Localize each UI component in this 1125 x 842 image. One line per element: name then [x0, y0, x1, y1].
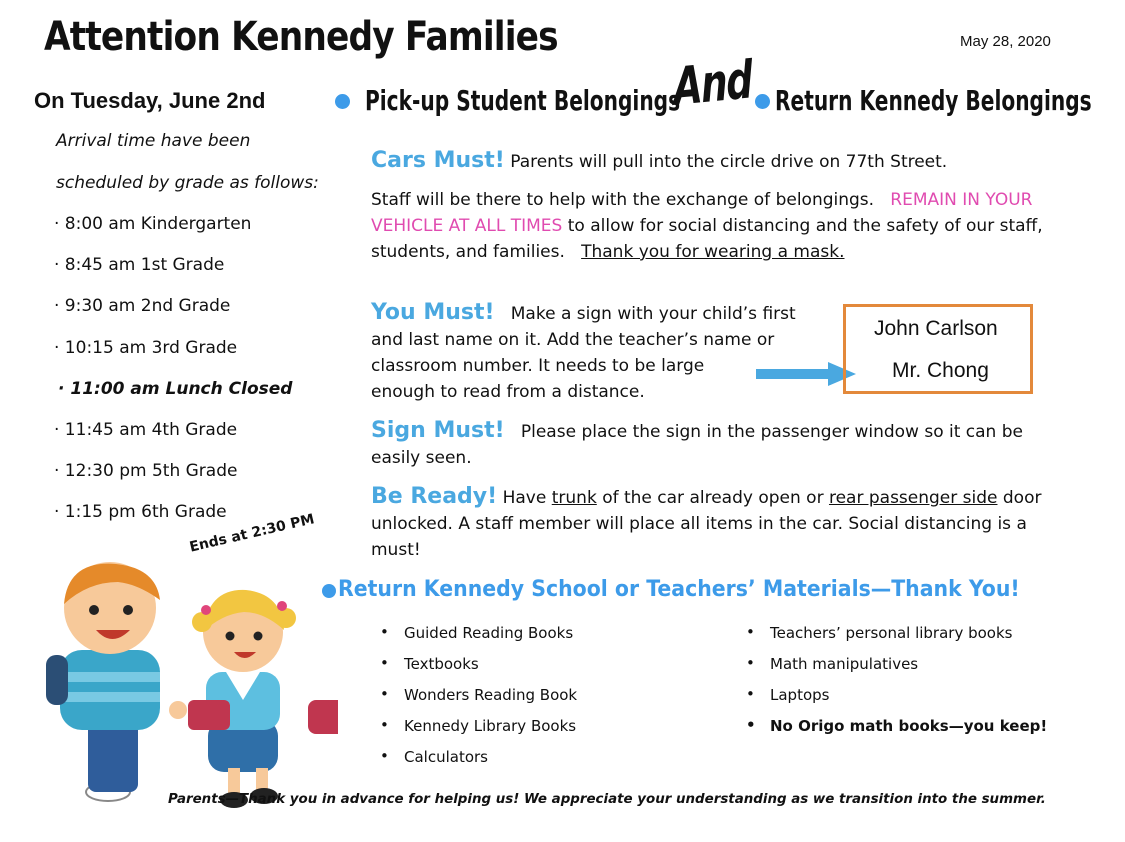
ready-text-2: of the car already open or	[602, 488, 824, 508]
staff-mask-note: Thank you for wearing a mask.	[581, 242, 845, 262]
arrow-right-icon	[756, 362, 856, 386]
sign-example-box	[843, 304, 1033, 394]
schedule-item: · 12:30 pm 5th Grade	[54, 461, 238, 481]
you-line-4: enough to read from a distance.	[371, 382, 645, 402]
you-line-3: classroom number. It needs to be large	[371, 356, 705, 376]
pickup-heading: Pick-up Student Belongings	[365, 84, 681, 117]
return-section-heading: Return Kennedy School or Teachers’ Materials—Thank You!	[338, 577, 1020, 602]
sign-teacher-name: Mr. Chong	[892, 359, 989, 382]
ready-paragraph	[371, 484, 1071, 563]
page-title: Attention Kennedy Families	[44, 14, 558, 60]
schedule-item: · 11:45 am 4th Grade	[54, 420, 238, 440]
schedule-intro-2: scheduled by grade as follows:	[56, 173, 319, 193]
schedule-item: · 8:00 am Kindergarten	[54, 214, 252, 234]
list-item: • Laptops	[744, 686, 1047, 717]
ready-text-1: Have	[502, 488, 547, 508]
you-line-2: and last name on it. Add the teacher’s name or	[371, 330, 775, 350]
you-lead: You Must!	[371, 300, 495, 325]
staff-text-2: to allow for social distancing and the safety of our staff, students, and families.	[371, 216, 1043, 262]
list-item: • Wonders Reading Book	[378, 686, 577, 717]
list-item: • Math manipulatives	[744, 655, 1047, 686]
bullet-dot-icon	[755, 94, 770, 109]
schedule-item-lunch: · 11:00 am Lunch Closed	[58, 379, 293, 399]
cars-paragraph	[371, 148, 1071, 175]
event-date: On Tuesday, June 2nd	[34, 88, 266, 113]
schedule-item: · 1:15 pm 6th Grade	[54, 502, 227, 522]
list-item: • Kennedy Library Books	[378, 717, 577, 748]
end-time: Ends at 2:30 PM	[188, 511, 316, 556]
staff-highlight: REMAIN IN YOUR VEHICLE AT ALL TIMES	[371, 190, 1033, 236]
schedule-intro-1: Arrival time have been	[56, 131, 251, 151]
list-item: • Textbooks	[378, 655, 577, 686]
staff-text-1: Staff will be there to help with the exchange of belongings.	[371, 190, 875, 210]
and-word: And	[672, 50, 753, 118]
children-illustration	[38, 560, 338, 822]
ready-text-3: door unlocked. A staff member will place all items in the car. Social distancing is a must!	[371, 488, 1042, 560]
list-item: • Guided Reading Books	[378, 624, 577, 655]
schedule-item: · 8:45 am 1st Grade	[54, 255, 225, 275]
you-paragraph	[371, 300, 841, 405]
return-list-right	[744, 624, 1047, 748]
you-line-1: Make a sign with your child’s first	[510, 304, 796, 324]
ready-rear-door: rear passenger side	[828, 488, 998, 508]
schedule-item: · 10:15 am 3rd Grade	[54, 338, 238, 358]
staff-paragraph	[371, 187, 1071, 265]
cars-text: Parents will pull into the circle drive on 77th Street.	[510, 152, 948, 172]
sign-lead: Sign Must!	[371, 418, 505, 443]
sign-text: Please place the sign in the passenger window so it can be easily seen.	[371, 422, 1023, 468]
return-heading: Return Kennedy Belongings	[775, 84, 1092, 117]
date: May 28, 2020	[960, 33, 1051, 50]
sign-child-name: John Carlson	[874, 317, 998, 340]
list-item: • No Origo math books—you keep!	[744, 717, 1047, 748]
ready-lead: Be Ready!	[371, 484, 498, 509]
ready-trunk: trunk	[551, 488, 597, 508]
list-item: • Calculators	[378, 748, 577, 779]
schedule-item: · 9:30 am 2nd Grade	[54, 296, 231, 316]
return-list-left	[378, 624, 577, 779]
list-item: • Teachers’ personal library books	[744, 624, 1047, 655]
cars-lead: Cars Must!	[371, 148, 505, 173]
sign-paragraph	[371, 418, 1071, 471]
footer-note: Parents—Thank you in advance for helping us! We appreciate your understanding as we transition into the summer.	[168, 792, 1046, 807]
bullet-dot-icon	[335, 94, 350, 109]
bullet-dot-icon	[322, 584, 336, 598]
